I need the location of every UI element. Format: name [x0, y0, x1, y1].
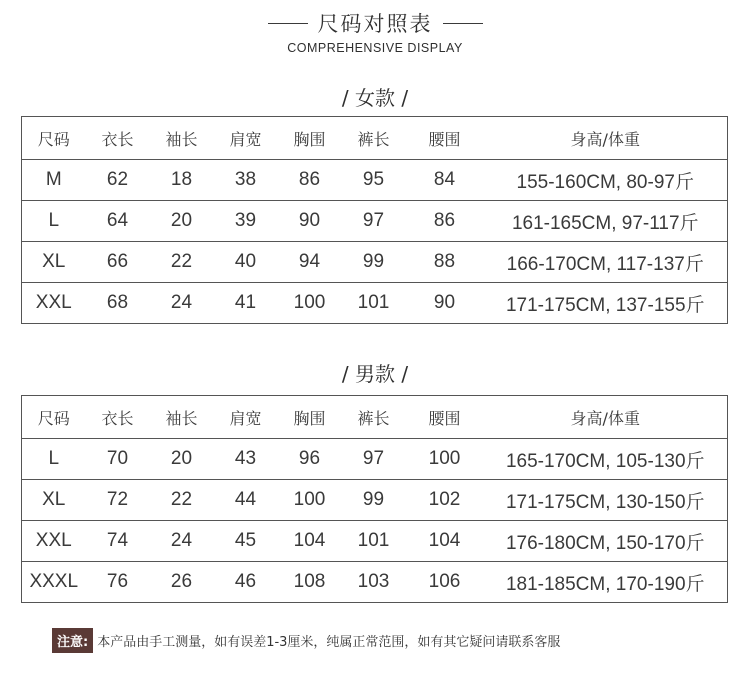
table-cell: 22: [150, 480, 214, 521]
column-header: 袖长: [150, 396, 214, 439]
column-header: 尺码: [22, 396, 86, 439]
table-cell: 18: [150, 160, 214, 201]
men-section-title: / 男款 /: [341, 362, 409, 386]
table-cell: L: [22, 439, 86, 480]
table-cell: 62: [86, 160, 150, 201]
table-cell: XL: [22, 480, 86, 521]
column-header: 袖长: [150, 117, 214, 160]
table-row: [22, 242, 728, 283]
table-cell: 102: [406, 480, 484, 521]
table-cell: 100: [278, 480, 342, 521]
table-cell: 22: [150, 242, 214, 283]
note: [52, 628, 560, 652]
column-header: 身高/体重: [484, 396, 728, 439]
column-header: 肩宽: [214, 117, 278, 160]
table-cell: 68: [86, 283, 150, 324]
table-cell: XL: [22, 242, 86, 283]
table-cell: XXL: [22, 283, 86, 324]
table-cell: 101: [342, 521, 406, 562]
table-cell: 43: [214, 439, 278, 480]
title-line-right: [443, 23, 483, 24]
table-cell: 94: [278, 242, 342, 283]
table-row: [22, 283, 728, 324]
table-row: [22, 521, 728, 562]
table-cell: 97: [342, 439, 406, 480]
column-header: 胸围: [278, 117, 342, 160]
table-cell: 155-160CM, 80-97斤: [484, 160, 728, 201]
table-cell: 38: [214, 160, 278, 201]
table-cell: 99: [342, 480, 406, 521]
column-header: 裤长: [342, 117, 406, 160]
table-header-row: [22, 396, 728, 439]
table-cell: 76: [86, 562, 150, 603]
column-header: 衣长: [86, 117, 150, 160]
column-header: 肩宽: [214, 396, 278, 439]
column-header: 尺码: [22, 117, 86, 160]
column-header: 腰围: [406, 117, 484, 160]
table-cell: 45: [214, 521, 278, 562]
table-cell: 24: [150, 521, 214, 562]
table-cell: 84: [406, 160, 484, 201]
table-cell: 86: [278, 160, 342, 201]
column-header: 身高/体重: [484, 117, 728, 160]
header: [0, 8, 750, 55]
title-row: [0, 8, 750, 38]
table-cell: 176-180CM, 150-170斤: [484, 521, 728, 562]
table-row: [22, 439, 728, 480]
table-row: [22, 201, 728, 242]
column-header: 裤长: [342, 396, 406, 439]
table-cell: 171-175CM, 137-155斤: [484, 283, 728, 324]
table-cell: 99: [342, 242, 406, 283]
table-cell: 90: [278, 201, 342, 242]
men-size-table: [21, 395, 728, 603]
table-cell: M: [22, 160, 86, 201]
table-cell: 96: [278, 439, 342, 480]
table-cell: 39: [214, 201, 278, 242]
page-subtitle: COMPREHENSIVE DISPLAY: [287, 41, 463, 55]
table-cell: 108: [278, 562, 342, 603]
table-cell: XXL: [22, 521, 86, 562]
table-cell: 161-165CM, 97-117斤: [484, 201, 728, 242]
table-cell: 165-170CM, 105-130斤: [484, 439, 728, 480]
table-cell: L: [22, 201, 86, 242]
table-cell: 97: [342, 201, 406, 242]
table-cell: 181-185CM, 170-190斤: [484, 562, 728, 603]
column-header: 胸围: [278, 396, 342, 439]
table-cell: 44: [214, 480, 278, 521]
women-size-table: [21, 116, 728, 324]
table-cell: 41: [214, 283, 278, 324]
table-cell: 24: [150, 283, 214, 324]
table-cell: 166-170CM, 117-137斤: [484, 242, 728, 283]
table-cell: 100: [278, 283, 342, 324]
table-cell: 20: [150, 439, 214, 480]
table-cell: 171-175CM, 130-150斤: [484, 480, 728, 521]
table-row: [22, 480, 728, 521]
table-cell: 40: [214, 242, 278, 283]
column-header: 衣长: [86, 396, 150, 439]
table-row: [22, 562, 728, 603]
column-header: 腰围: [406, 396, 484, 439]
table-cell: 100: [406, 439, 484, 480]
table-cell: 66: [86, 242, 150, 283]
women-table-body: [22, 117, 728, 324]
table-cell: 95: [342, 160, 406, 201]
table-header-row: [22, 117, 728, 160]
table-cell: 64: [86, 201, 150, 242]
table-cell: 20: [150, 201, 214, 242]
table-cell: 70: [86, 439, 150, 480]
table-cell: 101: [342, 283, 406, 324]
note-text: 本产品由手工测量，如有误差1-3厘米，纯属正常范围，如有其它疑问请联系客服: [97, 634, 561, 650]
title-line-left: [268, 23, 308, 24]
table-cell: 104: [278, 521, 342, 562]
table-cell: 46: [214, 562, 278, 603]
page-title: 尺码对照表: [317, 12, 433, 36]
table-cell: 103: [342, 562, 406, 603]
note-badge: 注意:: [52, 628, 93, 653]
table-cell: 26: [150, 562, 214, 603]
table-cell: 106: [406, 562, 484, 603]
table-cell: 90: [406, 283, 484, 324]
table-cell: 86: [406, 201, 484, 242]
table-row: [22, 160, 728, 201]
table-cell: 104: [406, 521, 484, 562]
men-table-body: [22, 396, 728, 603]
women-section-title: / 女款 /: [341, 86, 409, 110]
table-cell: XXXL: [22, 562, 86, 603]
table-cell: 72: [86, 480, 150, 521]
table-cell: 88: [406, 242, 484, 283]
table-cell: 74: [86, 521, 150, 562]
